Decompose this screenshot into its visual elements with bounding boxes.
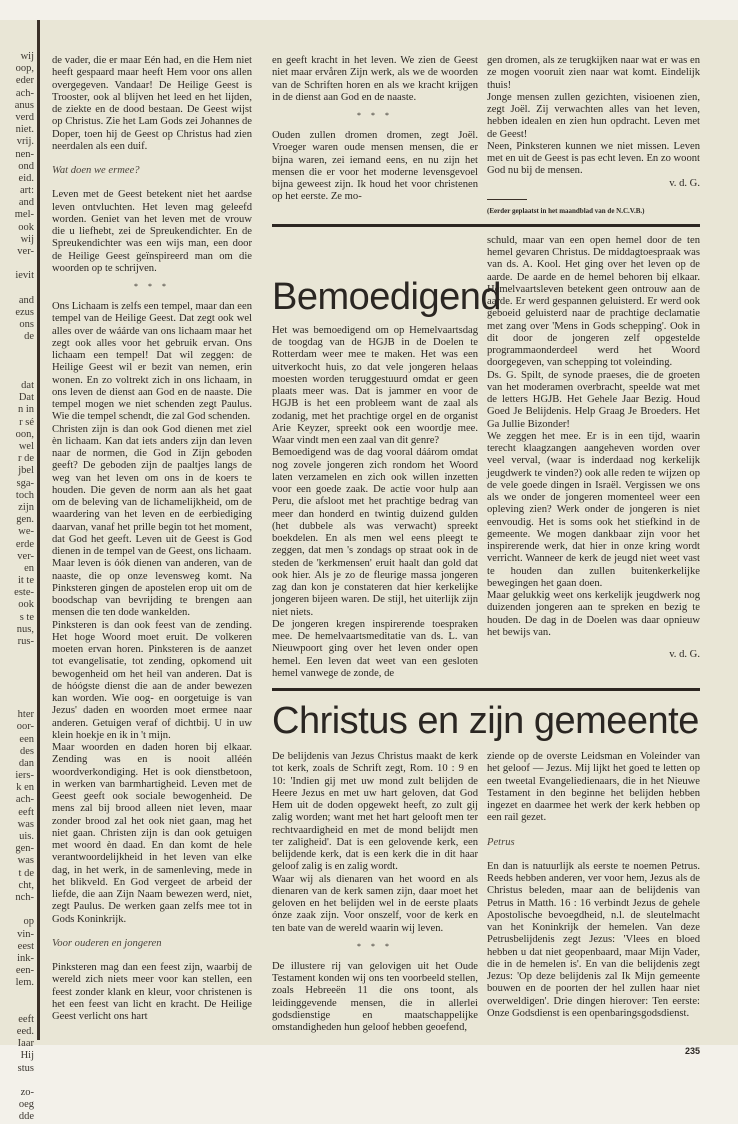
fragment-line: and: [18, 294, 34, 306]
fragment-line: nch-: [15, 891, 34, 903]
article-bemoedigend-column-1: [272, 325, 478, 680]
fragment-line: uis.: [19, 831, 34, 842]
fragment-line: een-: [15, 965, 34, 977]
article-bemoedigend-column-2: [487, 235, 700, 662]
fragment-line: was: [17, 855, 34, 867]
article-title-christus-en-zijn-gemeente: Christus en zijn gemeente: [272, 700, 699, 742]
fragment-line: ond: [18, 160, 34, 172]
fragment-line: stus: [17, 1062, 34, 1074]
fragment-line: art:: [20, 185, 34, 197]
subheading: Wat doen we ermee?: [52, 165, 140, 176]
author-signature: v. d. G.: [669, 177, 700, 189]
fragment-line: ver-: [17, 550, 34, 562]
fragment-line: [0, 685, 34, 697]
subheading: Voor ouderen en jongeren: [52, 937, 162, 949]
fragment-line: ons: [19, 319, 34, 331]
article-pinksteren-column-1: [52, 55, 252, 1023]
fragment-line: oeg: [18, 1099, 34, 1111]
fragment-line: we-: [18, 526, 34, 538]
paragraph: Jonge mensen zullen gezichten, visioenen zien, zegt Joël. Zij verwachten alles van het leven, hebben idealen en zien hun opdracht. Leven met de Geest!: [487, 91, 700, 140]
author-signature: v. d. G.: [669, 649, 700, 660]
fragment-line: k en: [16, 782, 34, 794]
subheading: Petrus: [487, 836, 515, 848]
fragment-line: n in: [17, 404, 34, 416]
article-bemoedigend: [272, 235, 700, 680]
source-note: (Eerder geplaatst in het maandblad van de N.C.V.B.): [487, 202, 700, 216]
fragment-line: nus,: [16, 623, 34, 635]
fragment-line: op: [23, 916, 34, 928]
fragment-line: mel-: [14, 209, 34, 221]
fragment-line: des: [20, 745, 34, 757]
fragment-line: gen.: [16, 514, 34, 526]
paragraph: Waar wij als dienaren van het woord en als dienaren van de kerk samen zijn, daar moet het geloven en het belijden wel in de eerste plaats ónze zaak zijn. Voor onszelf, voor de kerk en ten bate van de wereld waarin wij leven.: [272, 873, 478, 934]
fragment-line: [0, 904, 34, 916]
paragraph: En dan is natuurlijk als eerste te noemen Petrus. Reeds hebben anderen, ver voor hem, Jezus als de Christus beleden, maar aan de belijdenis van Petrus in Matth. 16 : 16 verbindt Jezus de gehele Apostolische bevoegdheid, n.l. de sleutelmacht van het Koninkrijk der hemelen. Van deze Petrusbelijdenis zegt Jezus: 'Vlees en bloed hebben u dat niet geopenbaard, maar Mijn Vader, die in de hemelen is'. En van die belijdenis zegt Jezus: 'Op deze belijdenis zal Ik Mijn gemeente bouwen en de poorten der hel zullen haar niet overweldigen'. Drie dingen hierover: Ten eerste: Onze Godsdienst is een openbaringsgodsdienst.: [487, 860, 700, 1019]
fragment-line: [0, 283, 34, 295]
fragment-line: nen-: [15, 148, 34, 160]
paragraph: Leven met de Geest betekent niet het aardse leven ontvluchten. Het leven mag geleefd worden. Geniet van het leven met de vrouw die u liefhebt, zei de Spreukendichter. En de Spreukendichter was een wijs man, een door de Heilige Geest geïnspireerd man om die woorden op te schrijven.: [52, 189, 252, 274]
paragraph: Maar woorden en daden horen bij elkaar. Zending was en is nooit alléén woordverkondiging. Het is ook dienstbetoon, in werken van barmhartigheid. Leven met de Geest geeft ook sociale bewogenheid. De mens zal bij brood alleen niet leven, maar zonder brood zal het ook niet gaan, mag het niet gaan. Christen zijn is dan ook getuigen met woord èn daad. En dan komt de hele verantwoordelijkheid in het leven van elke dag, in het werk, in de samenleving, mede in het blikveld. En God vergeet de arbeid der liefde, die aan Zijn Naam bewezen werd, niet, zegt Paulus. De werken gaan zelfs mee tot in Gods Koninkrijk.: [52, 742, 252, 925]
fragment-line: [0, 356, 34, 368]
fragment-line: este-: [14, 587, 34, 599]
fragment-line: eder: [15, 75, 34, 87]
fragment-line: r de: [17, 453, 34, 465]
fragment-line: Dat: [18, 392, 34, 404]
fragment-line: ver-: [17, 246, 34, 257]
paragraph: en geeft kracht in het leven. We zien de Geest niet maar ervåren Zijn werk, als we de woorden van de Schriften horen en als we kracht krijgen in de dienst aan God en de naaste.: [272, 55, 478, 103]
fragment-line: lem.: [15, 977, 34, 989]
fragment-line: was: [17, 818, 34, 830]
paragraph: Neen, Pinksteren kunnen we niet missen. Leven met en uit de Geest is pas echt leven. En zo woont God nu bij de mensen.: [487, 140, 700, 177]
fragment-line: oon,: [15, 428, 34, 440]
section-divider: [272, 224, 700, 227]
fragment-line: iers-: [15, 770, 34, 782]
paragraph: Christen zijn is dan ook God dienen met ziel èn lichaam. Kan dat iets anders zijn dan leven naar de normen, die God in Zijn geboden geeft? De geboden zijn de paaltjes langs de weg van het leven om ons in de koers te houden. Die geven de norm aan als het gaat om de beleving van de lichamelijkheid, om de waardering van het leven en de eerbiediging daarvan, vanaf het prille begin tot het moment, dat God het geeft. Leven uit de Geest is God dienen in de tempel van de Geest, ons lichaam.: [52, 423, 252, 557]
fragment-line: wel: [18, 441, 34, 452]
paragraph: Ons Lichaam is zelfs een tempel, maar dan een tempel van de Heilige Geest. Dat zegt ook wel alles over de wáárde van ons lichaam maar het zegt ook alles voor het gebruik ervan. Ons lichaam een tempel! Dat wil zeggen: de Heilige Geest wil er bezit van nemen, erin wonen. En zo voltrekt zich in ons lichaam, in ons leven de dienst aan God en de naaste. Die tempel mogen we niet schenden zegt Paulus. Wie die tempel schendt, die zal God schenden.: [52, 301, 252, 423]
fragment-line: t de: [18, 867, 34, 879]
fragment-line: en: [24, 562, 34, 574]
fragment-line: dat: [21, 380, 34, 392]
fragment-line: dde: [18, 1111, 34, 1123]
fragment-line: rus-: [17, 636, 34, 647]
fragment-line: Iaar: [17, 1038, 34, 1050]
fragment-line: toch: [15, 489, 34, 501]
fragment-line: jbel: [18, 465, 34, 477]
fragment-line: [0, 989, 34, 1001]
paragraph: De belijdenis van Jezus Christus maakt de kerk tot kerk, zoals de Schrift zegt, Rom. 10 : 9 en 10: 'Indien gij met uw mond zult belijden de Heere Jezus en met uw hart geloven, dat God Hem uit de doden opgewekt heeft, zo zult gij zalig worden; want met het hart gelooft men ter rechtvaardigheid en met de mond belijdt men ter zaligheid'. Dat is een gelovende kerk, een belijdende kerk, dat is een kerk die in dit haar geloof zalig is en zalig wordt.: [272, 751, 478, 873]
fragment-line: Hij: [20, 1050, 34, 1062]
article-christus-column-1: [272, 751, 478, 1034]
fragment-line: erde: [15, 538, 34, 550]
article-title-bemoedigend: Bemoedigend: [272, 275, 502, 318]
fragment-line: wij: [20, 51, 34, 62]
fragment-line: and: [18, 197, 34, 209]
paragraph: Maar leven is óók dienen van anderen, van de naaste, die op onze levensweg komt. Na Pinksteren gingen de apostelen erop uit om de boodschap van bevrijding te brengen aan mensen die ten dode wankelden.: [52, 558, 252, 619]
fragment-line: ach-: [15, 794, 34, 806]
paragraph: Ouden zullen dromen dromen, zegt Joël. Vroeger waren oude mensen mensen, die er bijna waren, zei iemand eens, en nu zijn het mensen die er voor het moderne levensgevoel bijna geweest zijn. Ik houd het voor christenen op het eerste. Ze mo-: [272, 130, 478, 203]
paragraph: Pinksteren is dan ook feest van de zending. Het hoge Woord moet eruit. De volkeren moeten ervan horen. Pinksteren is de aanzet tot evangelisatie, tot zending, opkomend uit bewogenheid om het heil van anderen. Dat is de hóógste dienst die aan de ander bewezen kan worden. Wie oog- en oorgetuige is van Jezus' daden en woorden moet ermee naar anderen. Getuigen veraf of dichtbij. U in uw klein hoekje en ik in 't mijn.: [52, 619, 252, 741]
right-columns-area: [272, 55, 700, 1056]
fragment-line: wij: [20, 233, 34, 245]
article-pinksteren-column-2: [272, 55, 478, 204]
paragraph: ziende op de overste Leidsman en Voleinder van het geloof — Jezus. Mij lijkt het goed te letten op een tweetal Evangeliedienaars, die in het Nieuwe Testament in den beginne het belijden hebben ingezet en daarmee het werk der kerk hebben op een rail gezet.: [487, 751, 700, 824]
fragment-line: r sé: [19, 416, 34, 428]
article-christus-column-2: [487, 751, 700, 1020]
paragraph: gen dromen, als ze terugkijken naar wat er was en ze mogen vooruit zien naar wat komt. Eindelijk thuis!: [487, 55, 700, 91]
fragment-line: eid.: [18, 172, 34, 184]
fragment-line: [0, 1075, 34, 1087]
fragment-line: ook: [18, 221, 34, 233]
fragment-line: [0, 368, 34, 380]
paragraph: Ds. G. Spilt, de synode praeses, die de groeten van het moderamen overbracht, speelde wat met de letters HGJB. Het Gehele Jaar Bezig. Houd Goed Je Belijdenis. Help Graag Je Broeders. Het Ga Jullie Bizonder!: [487, 369, 700, 430]
fragment-line: eeft: [18, 1013, 34, 1025]
paragraph: Het was bemoedigend om op Hemelvaartsdag de toogdag van de HGJB in de Doelen te Rotterdam weer mee te maken. Het was een uitverkocht huis, zo dat vele jongeren helaas moesten worden teruggestuurd omdat er geen plaats meer was. Dat is jammer en voor de HGJB is het een probleem want de zaal als zodanig, met het prachtige orgel en de organist Arie Keyzer, spreekt ook een woordje mee. Waar vindt men een zaal van dit genre?: [272, 324, 478, 446]
page-fold: [37, 20, 40, 1040]
fragment-line: vin-: [17, 928, 34, 940]
fragment-line: eeft: [18, 806, 34, 818]
section-separator: * * *: [357, 111, 393, 120]
fragment-line: anus: [14, 99, 34, 111]
fragment-line: hter: [17, 709, 34, 721]
section-separator: * * *: [134, 282, 170, 291]
fragment-line: it te: [17, 575, 34, 587]
paragraph: Maar gelukkig weet ons kerkelijk jeugdwerk nog duizenden jongeren aan te spreken en bezig te houden. De dag in de Doelen was daar opnieuw het bewijs van.: [487, 590, 700, 638]
fragment-line: gen-: [15, 843, 34, 855]
fragment-line: dan: [18, 757, 34, 769]
fragment-line: de: [24, 331, 34, 343]
fragment-line: zo-: [20, 1086, 34, 1098]
fragment-line: [0, 258, 34, 270]
fragment-line: ach-: [15, 87, 34, 99]
fragment-line: vrij.: [16, 136, 34, 148]
fragment-line: [0, 1002, 34, 1014]
fragment-line: oor-: [16, 721, 34, 733]
paragraph: De illustere rij van gelovigen uit het Oude Testament konden wij ons ten voorbeeld stellen, zoals Hebreeën 11 die ons toont, als leidinggevende mensen, die in allerlei godsdienstige en maatschappelijke omstandigheden hun geloof hebben geoefend,: [272, 960, 478, 1033]
fragment-line: zijn: [18, 501, 34, 513]
fragment-line: eest: [17, 940, 34, 952]
fragment-line: ievit: [15, 270, 34, 282]
fragment-line: [0, 660, 34, 672]
paragraph: schuld, maar van een open hemel door de ten hemel gevaren Christus. De middagtoespraak was van ds. A. Kool. Het ging over het leven op de aarde. De aarde en de hemel behoren bij elkaar. Hemelvaartsleven betekent geen ontrouw aan de aarde. Er werd gespannen geluisterd. Er werd ook geboeid geluisterd naar de prachtige declamatie met zang over 'Mens in Gods schepping'. Ook in dit door de jongeren zelf opgestelde programmaonderdeel werd het Woord doorgegeven, van schepping tot voleinding.: [487, 234, 700, 369]
fragment-line: niet.: [15, 124, 34, 136]
paragraph: We zeggen het mee. Er is in een tijd, waarin terecht klaagzangen aangeheven worden over veel verval, (waar is inderdaad nog kerkelijk jeugdwerk te vinden?) ook alle reden te wijzen op de vele goede dingen in Israël. Vergissen we ons als we onder de jongeren momenteel weer een opleving zien? Werk onder de jongeren is niet eenvoudig. Het is soms ook het stiefkind in de gemeente. We mogen dankbaar zijn voor het inspirerende werk, dat hier in onze kring wordt verricht. Wanneer de kerk de jeugd niet weet vast te houden dan zullen buitenkerkelijke bewegingen het gaan doen.: [487, 430, 700, 589]
page-number: 235: [684, 1046, 700, 1057]
section-separator: * * *: [357, 941, 393, 951]
fragment-line: s te: [19, 611, 34, 623]
section-divider: [272, 688, 700, 691]
fragment-line: [0, 648, 34, 660]
article-pinksteren-column-3: [487, 55, 700, 216]
previous-page-fragment: [0, 51, 34, 1124]
article-christus: [272, 751, 700, 1034]
fragment-line: sga-: [16, 477, 34, 489]
fragment-line: een: [19, 733, 34, 745]
article-pinksteren-continuation: [272, 55, 700, 216]
fragment-line: ezus: [15, 306, 34, 318]
fragment-line: cht,: [18, 879, 34, 891]
fragment-line: [0, 344, 34, 356]
fragment-line: [0, 673, 34, 685]
paragraph: Pinksteren mag dan een feest zijn, waarbij de wereld zich niets meer voor kan stellen, een feest zonder klank en kleur, voor christenen is het een feest van licht en kracht. De Heilige Geest verlicht ons hart: [52, 962, 252, 1022]
fragment-line: ook: [18, 599, 34, 611]
paragraph: De jongeren kregen inspirerende toespraken mee. De hemelvaartsmeditatie van ds. L. van Nieuwpoort ging over het leven onder open hemel. Een leven dat weet van een gesloten hemel vanwege de zonde, de: [272, 618, 478, 679]
fragment-line: oop,: [15, 63, 34, 75]
paragraph: de vader, die er maar Eén had, en die Hem niet heeft gespaard maar heeft Hem voor ons allen overgegeven. Vandaar! De Heilige Geest is Trooster, ook al blijven het leed en het lijden, de ziekte en de dood bestaan. De Geest wijst op Christus. Zie het Lam Gods zei Johannes de Doper, toen hij de Geest op Christus had zien neerdalen als een duif.: [52, 55, 252, 152]
paragraph: Bemoedigend was de dag vooral dáárom omdat nog zovele jongeren zich rondom het Woord laten verzamelen en zich ook willen inzetten voor een goede zaak. De actie voor hulp aan Peru, die afsloot met het prachtige bedrag van meer dan honderd en twintig duizend gulden (het dubbele als was verwacht) spreekt boekdelen. En als men wel eens pleegt te zeggen, dat men 's zondags op straat ook in de steden de 'kerkmensen' eruit haalt dan gold dat ook hier. Als je zo de fleurige massa jongeren zag dan kon je constateren dat hier kerkelijke jongeren bijeen waren. De stijl, het uiterlijk zijn niet niets.: [272, 447, 478, 618]
fragment-line: eed.: [16, 1026, 34, 1037]
fragment-line: ink-: [17, 952, 34, 964]
fragment-line: [0, 697, 34, 709]
fragment-line: verd: [15, 111, 34, 123]
